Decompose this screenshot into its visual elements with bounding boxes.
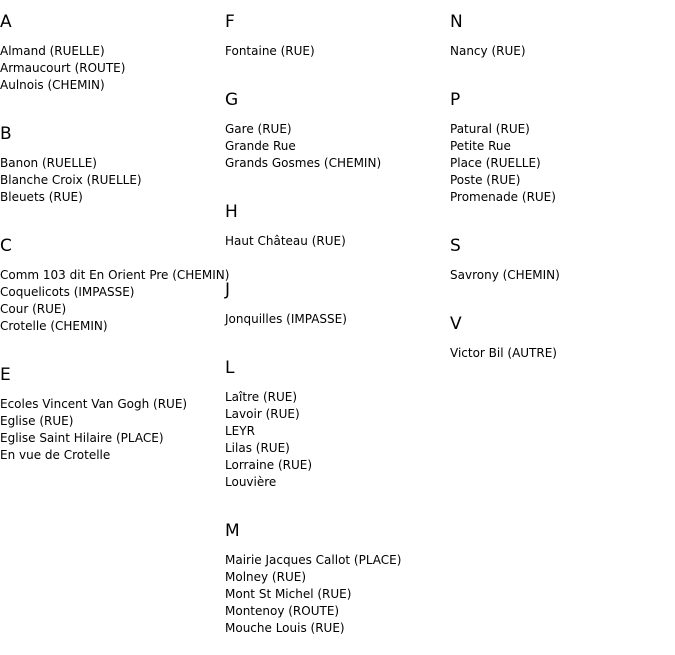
street-list <box>0 31 225 94</box>
street-gare-rue: Gare (RUE) <box>225 122 292 136</box>
street-molney-rue: Molney (RUE) <box>225 570 306 584</box>
street-ecoles-vincent-van-gogh-rue: Ecoles Vincent Van Gogh (RUE) <box>0 397 188 411</box>
street-list <box>225 299 450 328</box>
letter-group-f <box>225 0 450 60</box>
letter-heading: H <box>225 202 238 222</box>
street-mouche-louis-rue: Mouche Louis (RUE) <box>225 621 345 635</box>
street-leyr: LEYR <box>225 424 255 438</box>
street-en-vue-de-crotelle: En vue de Crotelle <box>0 448 111 462</box>
street-jonquilles-impasse: Jonquilles (IMPASSE) <box>225 312 347 326</box>
letter-group-n <box>450 0 675 60</box>
street-blanche-croix-ruelle: Blanche Croix (RUELLE) <box>0 173 142 187</box>
letter-group-b <box>0 112 225 206</box>
street-mairie-jacques-callot-place: Mairie Jacques Callot (PLACE) <box>225 553 402 567</box>
letter-group-e <box>0 353 225 464</box>
street-list <box>0 143 225 206</box>
letter-group-h <box>225 190 450 250</box>
street-list <box>450 255 675 284</box>
street-lorraine-rue: Lorraine (RUE) <box>225 458 313 472</box>
street-patural-rue: Patural (RUE) <box>450 122 530 136</box>
letter-heading: N <box>450 12 463 32</box>
letter-heading: P <box>450 90 461 110</box>
street-almand-ruelle: Almand (RUELLE) <box>0 44 105 58</box>
street-nancy-rue: Nancy (RUE) <box>450 44 526 58</box>
street-comm-103-dit-en-orient-pre-chemin: Comm 103 dit En Orient Pre (CHEMIN) <box>0 268 230 282</box>
street-lavoir-rue: Lavoir (RUE) <box>225 407 300 421</box>
street-list <box>450 333 675 362</box>
street-list <box>450 109 675 206</box>
letter-heading: E <box>0 365 11 385</box>
street-armaucourt-route: Armaucourt (ROUTE) <box>0 61 126 75</box>
street-aulnois-chemin: Aulnois (CHEMIN) <box>0 78 105 92</box>
letter-heading: J <box>225 280 231 300</box>
street-victor-bil-autre: Victor Bil (AUTRE) <box>450 346 557 360</box>
letter-group-j <box>225 268 450 328</box>
letter-heading: B <box>0 124 12 144</box>
letter-heading: L <box>225 358 235 378</box>
letter-heading: A <box>0 12 12 32</box>
letter-group-m <box>225 509 450 637</box>
letter-heading: F <box>225 12 235 32</box>
street-bleuets-rue: Bleuets (RUE) <box>0 190 83 204</box>
street-coquelicots-impasse: Coquelicots (IMPASSE) <box>0 285 135 299</box>
street-list <box>0 255 230 335</box>
street-laitre-rue: Laître (RUE) <box>225 390 298 404</box>
street-list <box>225 377 450 491</box>
street-crotelle-chemin: Crotelle (CHEMIN) <box>0 319 108 333</box>
letter-group-p <box>450 78 675 206</box>
street-promenade-rue: Promenade (RUE) <box>450 190 556 204</box>
letter-group-s <box>450 224 675 284</box>
street-cour-rue: Cour (RUE) <box>0 302 67 316</box>
index-column <box>450 0 675 380</box>
street-place-ruelle: Place (RUELLE) <box>450 156 541 170</box>
street-poste-rue: Poste (RUE) <box>450 173 521 187</box>
index-column <box>0 0 230 482</box>
street-montenoy-route: Montenoy (ROUTE) <box>225 604 340 618</box>
street-mont-st-michel-rue: Mont St Michel (RUE) <box>225 587 352 601</box>
street-list <box>450 31 675 60</box>
letter-group-l <box>225 346 450 491</box>
street-list <box>225 109 450 172</box>
street-banon-ruelle: Banon (RUELLE) <box>0 156 97 170</box>
street-list <box>225 221 450 250</box>
street-grande-rue: Grande Rue <box>225 139 296 153</box>
letter-group-v <box>450 302 675 362</box>
letter-heading: G <box>225 90 239 110</box>
letter-group-a <box>0 0 225 94</box>
street-lilas-rue: Lilas (RUE) <box>225 441 290 455</box>
street-haut-chateau-rue: Haut Château (RUE) <box>225 234 346 248</box>
index-column <box>225 0 450 655</box>
letter-heading: M <box>225 521 240 541</box>
letter-heading: S <box>450 236 461 256</box>
street-grands-gosmes-chemin: Grands Gosmes (CHEMIN) <box>225 156 382 170</box>
street-list <box>225 31 450 60</box>
letter-heading: V <box>450 314 462 334</box>
street-list <box>0 384 225 464</box>
letter-group-c <box>0 224 230 335</box>
letter-group-g <box>225 78 450 172</box>
street-savrony-chemin: Savrony (CHEMIN) <box>450 268 560 282</box>
street-eglise-saint-hilaire-place: Eglise Saint Hilaire (PLACE) <box>0 431 164 445</box>
street-fontaine-rue: Fontaine (RUE) <box>225 44 315 58</box>
street-louviere: Louvière <box>225 475 277 489</box>
street-list <box>225 540 450 637</box>
street-eglise-rue: Eglise (RUE) <box>0 414 74 428</box>
street-petite-rue: Petite Rue <box>450 139 511 153</box>
letter-heading: C <box>0 236 12 256</box>
